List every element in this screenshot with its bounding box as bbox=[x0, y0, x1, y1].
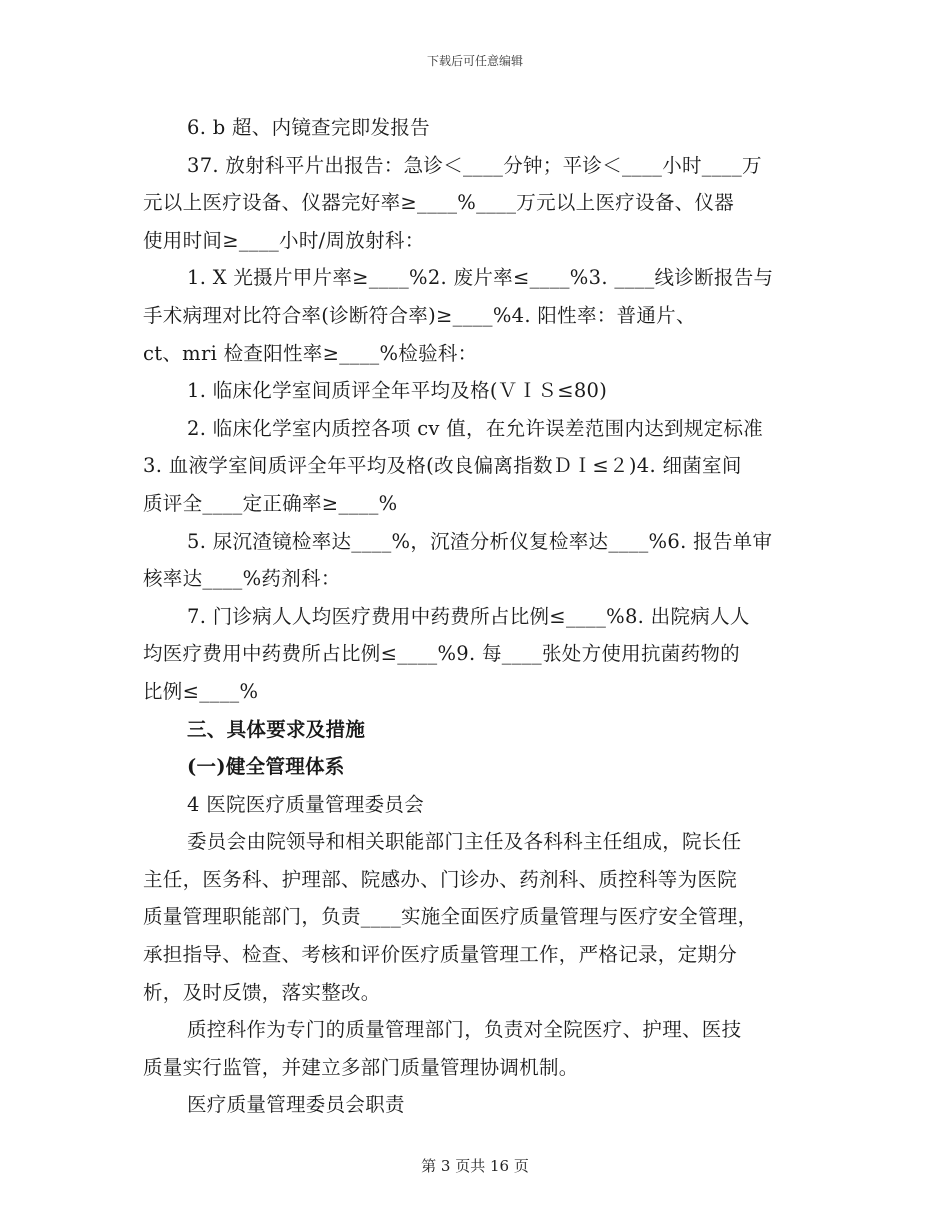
text-line: 2. 临床化学室内质控各项 cv 值，在允许误差范围内达到规定标准 bbox=[187, 416, 764, 440]
text-line: 质量实行监管，并建立多部门质量管理协调机制。 bbox=[143, 1055, 579, 1079]
subsection-heading: (一)健全管理体系 bbox=[187, 755, 345, 779]
text-line: 主任，医务科、护理部、院感办、门诊办、药剂科、质控科等为医院 bbox=[143, 867, 738, 891]
text-line: 质控科作为专门的质量管理部门，负责对全院医疗、护理、医技 bbox=[187, 1018, 742, 1042]
document-body bbox=[143, 109, 808, 1124]
text-line: 37. 放射科平片出报告：急诊＜____分钟；平诊＜____小时____万 bbox=[187, 153, 762, 177]
text-line: 7. 门诊病人人均医疗费用中药费所占比例≤____%8. 出院病人人 bbox=[187, 604, 750, 628]
text-line: 3. 血液学室间质评全年平均及格(改良偏离指数ＤＩ≤２)4. 细菌室间 bbox=[143, 454, 742, 478]
text-line: ct、mri 检查阳性率≥____%检验科： bbox=[143, 341, 478, 365]
text-line: 承担指导、检查、考核和评价医疗质量管理工作，严格记录，定期分 bbox=[143, 943, 738, 967]
page-footer: 第 3 页共 16 页 bbox=[421, 1157, 529, 1175]
text-line: 手术病理对比符合率(诊断符合率)≥____%4. 阳性率：普通片、 bbox=[143, 303, 696, 327]
text-line: 元以上医疗设备、仪器完好率≥____%____万元以上医疗设备、仪器 bbox=[143, 191, 735, 215]
text-line: 1. 临床化学室间质评全年平均及格(ＶＩＳ≤80) bbox=[187, 379, 608, 403]
text-line: 质量管理职能部门，负责____实施全面医疗质量管理与医疗安全管理， bbox=[143, 905, 758, 929]
text-line: 1. X 光摄片甲片率≥____%2. 废片率≤____%3. ____线诊断报告与 bbox=[187, 266, 774, 290]
text-line: 核率达____%药剂科： bbox=[143, 567, 341, 591]
text-line: 比例≤____% bbox=[143, 679, 259, 703]
text-line: 均医疗费用中药费所占比例≤____%9. 每____张处方使用抗菌药物的 bbox=[143, 642, 740, 666]
text-line: 质评全____定正确率≥____% bbox=[143, 491, 398, 515]
text-line: 委员会由院领导和相关职能部门主任及各科科主任组成，院长任 bbox=[187, 830, 742, 854]
text-line: 4 医院医疗质量管理委员会 bbox=[187, 792, 425, 816]
text-line: 5. 尿沉渣镜检率达____%，沉渣分析仪复检率达____%6. 报告单审 bbox=[187, 529, 773, 553]
text-line: 6. b 超、内镜查完即发报告 bbox=[187, 116, 430, 139]
page-header: 下载后可任意编辑 bbox=[426, 54, 523, 68]
section-heading: 三、具体要求及措施 bbox=[187, 717, 366, 741]
text-line: 使用时间≥____小时/周放射科： bbox=[143, 228, 425, 252]
text-line: 医疗质量管理委员会职责 bbox=[187, 1093, 405, 1117]
text-line: 析，及时反馈，落实整改。 bbox=[143, 980, 381, 1004]
